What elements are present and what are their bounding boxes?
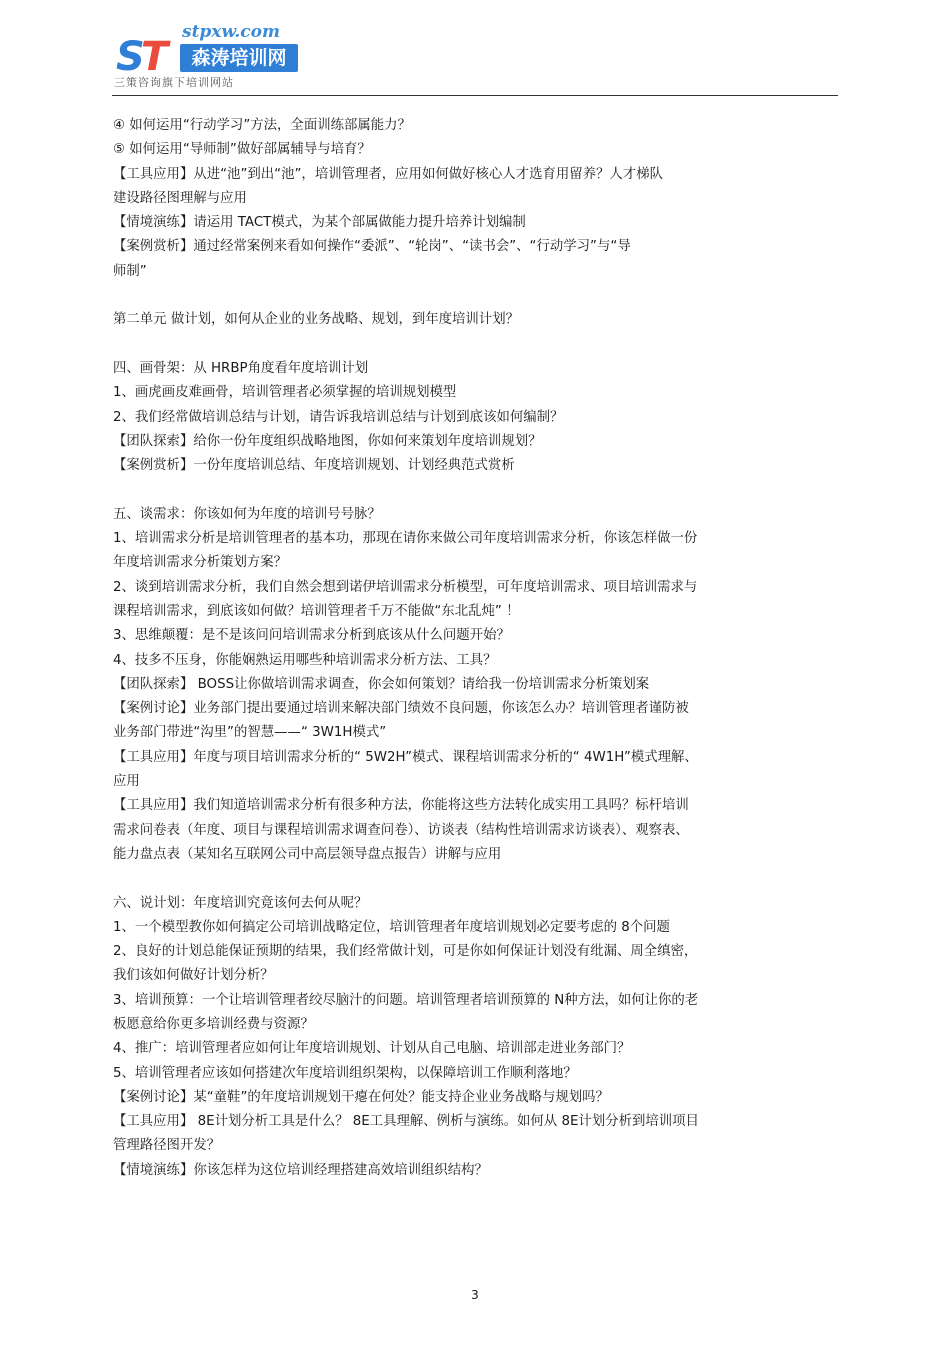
- text-line: 应用: [113, 774, 140, 790]
- text-line: ⑤ 如何运用“导师制”做好部属辅导与培育？: [113, 142, 371, 158]
- document-body: [113, 114, 825, 1183]
- text-line: 4、推广：培训管理者应如何让年度培训规划、计划从自己电脑、培训部走进业务部门？: [113, 1041, 631, 1057]
- text-line: 4、技多不压身，你能娴熟运用哪些种培训需求分析方法、工具？: [113, 652, 497, 668]
- text-line: 我们该如何做好计划分析？: [113, 968, 274, 984]
- text-line: 3、培训预算：一个让培训管理者绞尽脑汁的问题。培训管理者培训预算的 N种方法，如何让你的老: [113, 992, 699, 1008]
- blank-line: [113, 867, 825, 891]
- site-logo: [112, 20, 302, 88]
- logo-url: stpxw.com: [182, 22, 280, 42]
- text-line: 3、思维颠覆：是不是该问问培训需求分析到底该从什么问题开始？: [113, 628, 510, 644]
- text-line: 四、画骨架：从 HRBP角度看年度培训计划: [113, 360, 369, 376]
- text-line: 【案例讨论】某“童鞋”的年度培训规划干瘪在何处？能支持企业业务战略与规划吗？: [113, 1089, 609, 1105]
- text-line: 需求问卷表（年度、项目与课程培训需求调查问卷）、访谈表（结构性培训需求访谈表）、观察表、: [113, 822, 689, 838]
- logo-mark-t: T: [140, 34, 165, 80]
- logo-tagline: 三策咨询旗下培训网站: [114, 76, 234, 89]
- text-line: 【案例讨论】业务部门提出要通过培训来解决部门绩效不良问题，你该怎么办？培训管理者谨防被: [113, 701, 689, 717]
- text-line: 2、我们经常做培训总结与计划，请告诉我培训总结与计划到底该如何编制？: [113, 409, 564, 425]
- text-line: 师制”: [113, 263, 147, 279]
- text-line: 【案例赏析】一份年度培训总结、年度培训规划、计划经典范式赏析: [113, 458, 515, 474]
- page-number: 3: [471, 1288, 479, 1302]
- text-line: 2、良好的计划总能保证预期的结果，我们经常做计划，可是你如何保证计划没有纰漏、周全缜密，: [113, 944, 698, 960]
- text-line: 课程培训需求，到底该如何做？培训管理者千万不能做“东北乱炖” ！: [113, 603, 520, 619]
- text-line: 【案例赏析】通过经常案例来看如何操作“委派”、“轮岗”、“读书会”、“行动学习”与“导: [113, 239, 631, 255]
- text-line: 五、谈需求：你该如何为年度的培训号号脉？: [113, 506, 381, 522]
- text-line: ④ 如何运用“行动学习”方法，全面训练部属能力？: [113, 118, 411, 133]
- text-line: 5、培训管理者应该如何搭建次年度培训组织架构，以保障培训工作顺利落地？: [113, 1065, 577, 1081]
- text-line: 【团队探索】给你一份年度组织战略地图，你如何来策划年度培训规划？: [113, 433, 542, 449]
- text-line: 【工具应用】我们知道培训需求分析有很多种方法，你能将这些方法转化成实用工具吗？标杆培训: [113, 798, 689, 814]
- text-line: 管理路径图开发？: [113, 1138, 221, 1154]
- blank-line: [113, 478, 825, 502]
- text-line: 业务部门带进“沟里”的智慧——“ 3W1H模式”: [113, 725, 387, 741]
- text-line: 建设路径图理解与应用: [113, 190, 247, 206]
- text-line: 1、一个模型教你如何搞定公司培训战略定位，培训管理者年度培训规划必定要考虑的 8个问题: [113, 919, 670, 935]
- text-line: 能力盘点表（某知名互联网公司中高层领导盘点报告）讲解与应用: [113, 846, 502, 862]
- text-line: 【情境演练】你该怎样为这位培训经理搭建高效培训组织结构？: [113, 1162, 488, 1178]
- header-divider: [112, 95, 838, 96]
- text-line: 1、画虎画皮难画骨，培训管理者必须掌握的培训规划模型: [113, 385, 457, 401]
- text-line: 第二单元 做计划，如何从企业的业务战略、规划，到年度培训计划？: [113, 312, 519, 328]
- logo-name: 森涛培训网: [180, 44, 298, 72]
- blank-line: [113, 284, 825, 308]
- blank-line: [113, 333, 825, 357]
- text-line: 1、培训需求分析是培训管理者的基本功，那现在请你来做公司年度培训需求分析，你该怎样做一份: [113, 531, 698, 547]
- logo-mark-s: S: [116, 34, 141, 80]
- text-line: 【团队探索】 BOSS让你做培训需求调查，你会如何策划？请给我一份培训需求分析策划案: [113, 676, 650, 692]
- text-line: 六、说计划：年度培训究竟该何去何从呢？: [113, 895, 368, 911]
- text-line: 【工具应用】 8E计划分析工具是什么？ 8E工具理解、例析与演练。如何从 8E计划分析到培训项目: [113, 1114, 699, 1130]
- text-line: 【工具应用】年度与项目培训需求分析的“ 5W2H”模式、课程培训需求分析的“ 4W1H”模式理解、: [113, 749, 698, 765]
- text-line: 2、谈到培训需求分析，我们自然会想到诺伊培训需求分析模型，可年度培训需求、项目培训需求与: [113, 579, 698, 595]
- text-line: 年度培训需求分析策划方案？: [113, 555, 288, 571]
- text-line: 【情境演练】请运用 TACT模式，为某个部属做能力提升培养计划编制: [113, 215, 526, 231]
- text-line: 【工具应用】从进“池”到出“池”，培训管理者，应用如何做好核心人才选育用留养？人才梯队: [113, 166, 663, 182]
- text-line: 板愿意给你更多培训经费与资源？: [113, 1016, 314, 1032]
